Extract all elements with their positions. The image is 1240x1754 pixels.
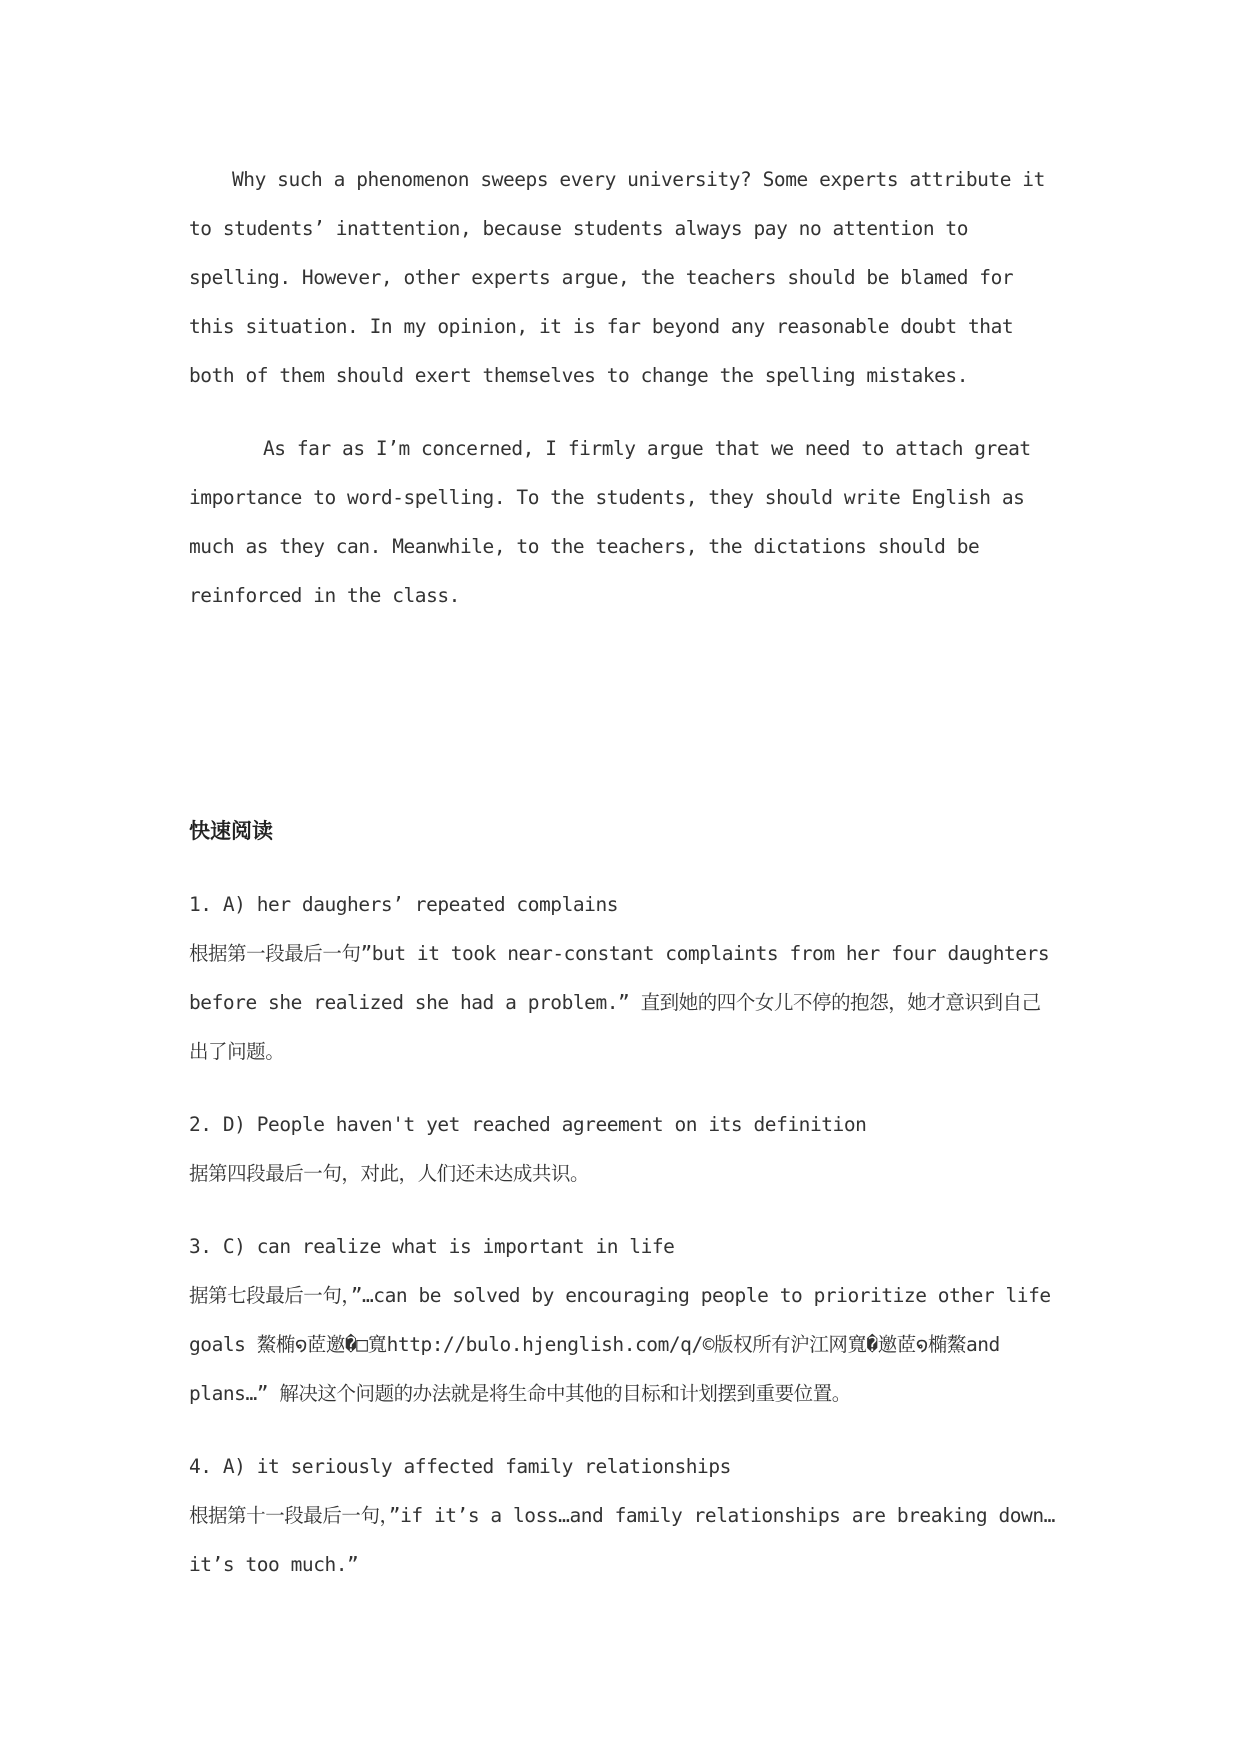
answer-question: 2. D) People haven't yet reached agreement on its definition [189, 1113, 867, 1136]
answer-item [189, 1100, 1059, 1198]
body-paragraph: As far as I’m concerned, I firmly argue that we need to attach great importance to word-spelling. To the students, they should write English as much as they can. Meanwhile, to the teachers, the dictations should be reinforced in the class. [189, 437, 1031, 607]
section-heading: 快速阅读 [189, 819, 273, 843]
answer-explanation: 据第四段最后一句，对此，人们还未达成共识。 [189, 1162, 590, 1185]
answer-item [189, 1222, 1059, 1418]
answer-explanation: 据第七段最后一句，”…can be solved by encouraging people to prioritize other life goals 鰲椭໑茝邀�□寬http://bulo.hjenglish.com/q/©版权所有沪江网寬�邀茝໑椭鰲and plans…” 解决这个问题的办法就是将生命中其他的目标和计划摆到重要位置。 [189, 1284, 1051, 1405]
answer-explanation: 根据第一段最后一句”but it took near-constant complaints from her four daughters before she realized she had a problem.” 直到她的四个女儿不停的抱怨，她才意识到自己出了问题。 [189, 942, 1050, 1063]
answer-item [189, 880, 1059, 1076]
answer-question: 1. A) her daughers’ repeated complains [189, 893, 619, 916]
answer-question: 4. A) it seriously affected family relationships [189, 1455, 731, 1478]
answer-explanation: 根据第十一段最后一句，”if it’s a loss…and family relationships are breaking down…it’s too much.” [189, 1504, 1055, 1576]
answer-question: 3. C) can realize what is important in life [189, 1235, 675, 1258]
document-page [189, 155, 1059, 1589]
answer-item [189, 1442, 1059, 1589]
body-paragraph: Why such a phenomenon sweeps every university? Some experts attribute it to students’ inattention, because students always pay no attention to spelling. However, other experts argue, the teachers should be blamed for this situation. In my opinion, it is far beyond any reasonable doubt that both of them should exert themselves to change the spelling mistakes. [189, 168, 1045, 387]
